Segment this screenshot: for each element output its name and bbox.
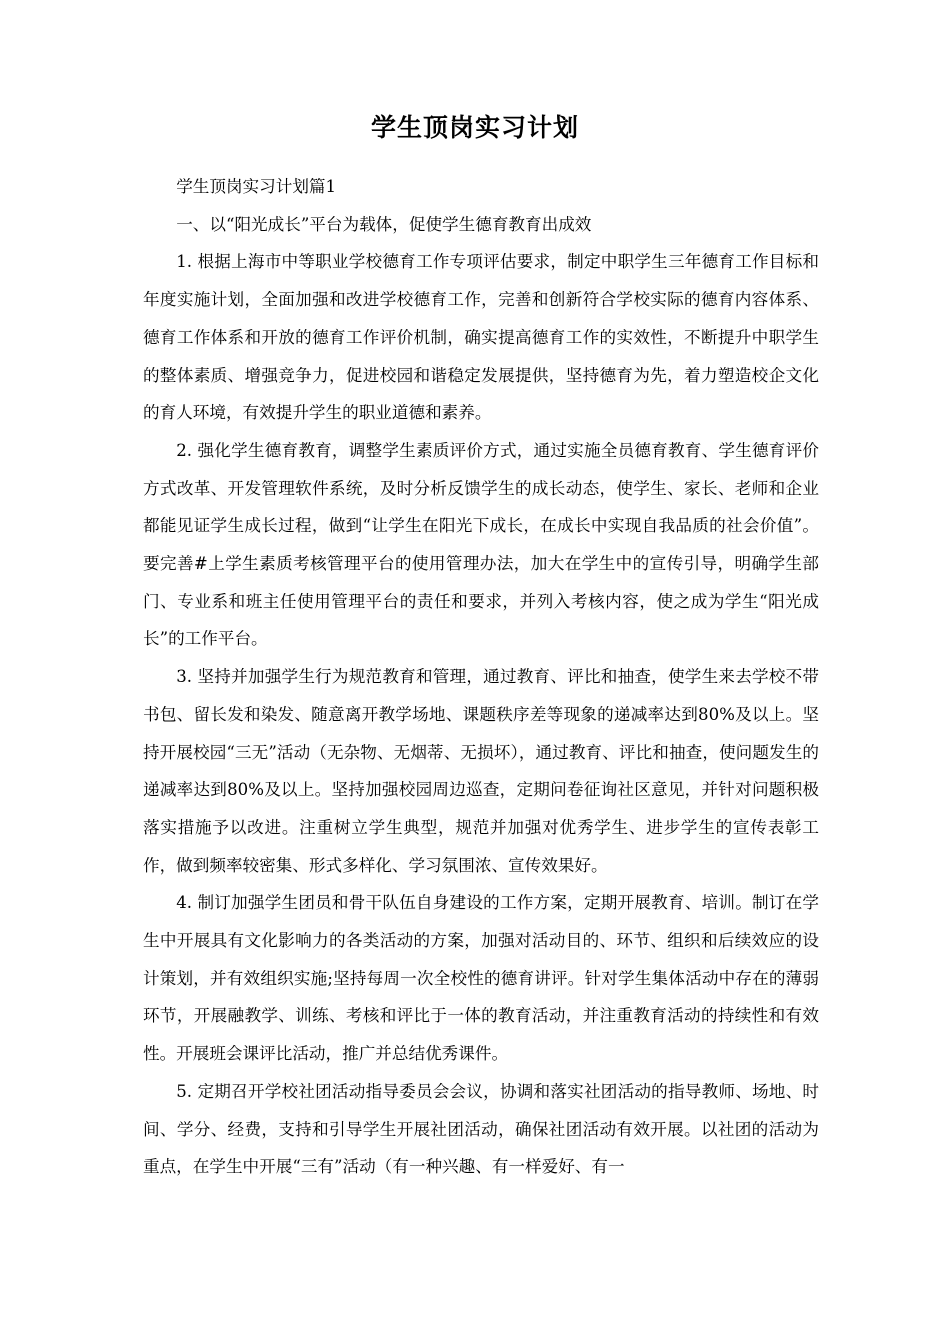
- paragraph-3: 3. 坚持并加强学生行为规范教育和管理，通过教育、评比和抽查，使学生来去学校不带书包、留长发和染发、随意离开教学场地、课题秩序差等现象的递减率达到80%及以上。坚持开展校园“三无”活动（无杂物、无烟蒂、无损坏），通过教育、评比和抽查，使问题发生的递减率达到80%及以上。坚持加强校园周边巡查，定期问卷征询社区意见，并针对问题积极落实措施予以改进。注重树立学生典型，规范并加强对优秀学生、进步学生的宣传表彰工作，做到频率较密集、形式多样化、学习氛围浓、宣传效果好。: [143, 667, 819, 875]
- section-heading: 一、以“阳光成长”平台为载体，促使学生德育教育出成效: [176, 214, 592, 234]
- paragraph-2: 2. 强化学生德育教育，调整学生素质评价方式，通过实施全员德育教育、学生德育评价方式改革、开发管理软件系统，及时分析反馈学生的成长动态，使学生、家长、老师和企业都能见证学生成长过程，做到“让学生在阳光下成长，在成长中实现自我品质的社会价值”。要完善#上学生素质考核管理平台的使用管理办法，加大在学生中的宣传引导，明确学生部门、专业系和班主任使用管理平台的责任和要求，并列入考核内容，使之成为学生“阳光成长”的工作平台。: [143, 440, 819, 649]
- document-body: [143, 168, 819, 1186]
- paragraph-4: 4. 制订加强学生团员和骨干队伍自身建设的工作方案，定期开展教育、培训。制订在学生中开展具有文化影响力的各类活动的方案，加强对活动目的、环节、组织和后续效应的设计策划，并有效组织实施;坚持每周一次全校性的德育讲评。针对学生集体活动中存在的薄弱环节，开展融教学、训练、考核和评比于一体的教育活动，并注重教育活动的持续性和有效性。开展班会课评比活动，推广并总结优秀课件。: [143, 893, 819, 1064]
- paragraph-5: 5. 定期召开学校社团活动指导委员会会议，协调和落实社团活动的指导教师、场地、时间、学分、经费，支持和引导学生开展社团活动，确保社团活动有效开展。以社团的活动为重点，在学生中开展“三有”活动（有一种兴趣、有一样爱好、有一: [143, 1081, 819, 1177]
- document-title: 学生顶岗实习计划: [370, 113, 579, 142]
- paragraph-1: 1. 根据上海市中等职业学校德育工作专项评估要求，制定中职学生三年德育工作目标和年度实施计划，全面加强和改进学校德育工作，完善和创新符合学校实际的德育内容体系、德育工作体系和开放的德育工作评价机制，确实提高德育工作的实效性，不断提升中职学生的整体素质、增强竞争力，促进校园和谐稳定发展提供，坚持德育为先，着力塑造校企文化的育人环境，有效提升学生的职业道德和素养。: [143, 252, 819, 423]
- document-subtitle: 学生顶岗实习计划篇1: [176, 177, 337, 196]
